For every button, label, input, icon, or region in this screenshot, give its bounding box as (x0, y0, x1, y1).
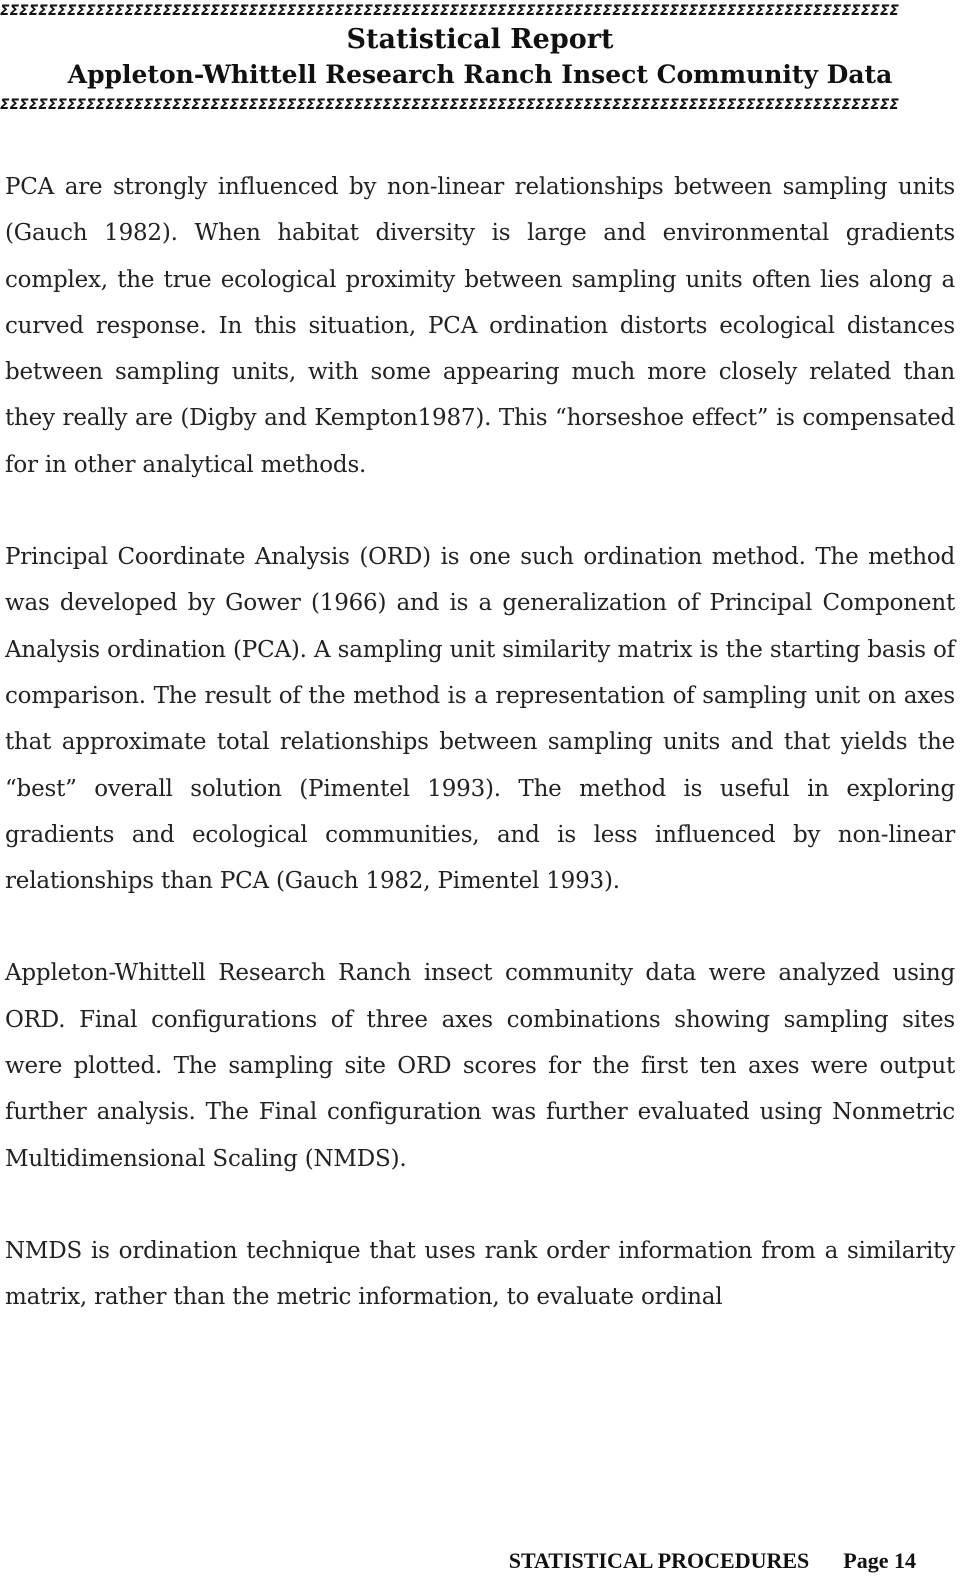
paragraph-ord-analysis: Appleton-Whittell Research Ranch insect community data were analyzed using ORD. Final configurations of three axes combinations showing sampling sites were plotted. The sampling site ORD scores for the first ten axes were output further analysis. The Final configuration was further evaluated using Nonmetric Multidimensional Scaling (NMDS). (5, 960, 955, 1172)
body-text (5, 164, 955, 1367)
page-footer (509, 1548, 916, 1574)
footer-page-number: Page 14 (843, 1548, 916, 1573)
header-top-border: ΣΣΣΣΣΣΣΣΣΣΣΣΣΣΣΣΣΣΣΣΣΣΣΣΣΣΣΣΣΣΣΣΣΣΣΣΣΣΣΣΣΣΣΣΣΣΣΣΣΣΣΣΣΣΣΣΣΣΣΣΣΣΣΣΣΣΣΣΣΣΣΣΣΣΣΣΣΣΣΣΣΣΣΣΣΣΣΣΣΣΣΣΣΣ (0, 3, 899, 19)
report-subtitle: Appleton-Whittell Research Ranch Insect Community Data (67, 60, 893, 89)
report-title: Statistical Report (346, 24, 614, 55)
footer-section: STATISTICAL PROCEDURES (508, 1548, 810, 1573)
paragraph-pca-limitations: PCA are strongly influenced by non-linear relationships between sampling units (Gauch 1982). When habitat diversity is large and environmental gradients complex, the true ecological proximity between sampling units often lies along a curved response. In this situation, PCA ordination distorts ecological distances between sampling units, with some appearing much more closely related than they really are (Digby and Kempton1987). This “horseshoe effect” is compensated for in other analytical methods. (5, 174, 955, 478)
header-bottom-border: ΣΣΣΣΣΣΣΣΣΣΣΣΣΣΣΣΣΣΣΣΣΣΣΣΣΣΣΣΣΣΣΣΣΣΣΣΣΣΣΣΣΣΣΣΣΣΣΣΣΣΣΣΣΣΣΣΣΣΣΣΣΣΣΣΣΣΣΣΣΣΣΣΣΣΣΣΣΣΣΣΣΣΣΣΣΣΣΣΣΣΣΣΣΣ (0, 97, 899, 113)
paragraph-ord-method: Principal Coordinate Analysis (ORD) is one such ordination method. The method was developed by Gower (1966) and is a generalization of Principal Component Analysis ordination (PCA). A sampling unit similarity matrix is the starting basis of comparison. The result of the method is a representation of sampling unit on axes that approximate total relationships between sampling units and that yields the “best” overall solution (Pimentel 1993). The method is useful in exploring gradients and ecological communities, and is less influenced by non-linear relationships than PCA (Gauch 1982, Pimentel 1993). (5, 544, 955, 895)
paragraph-nmds: NMDS is ordination technique that uses rank order information from a similarity matrix, rather than the metric information, to evaluate ordinal (5, 1237, 955, 1311)
